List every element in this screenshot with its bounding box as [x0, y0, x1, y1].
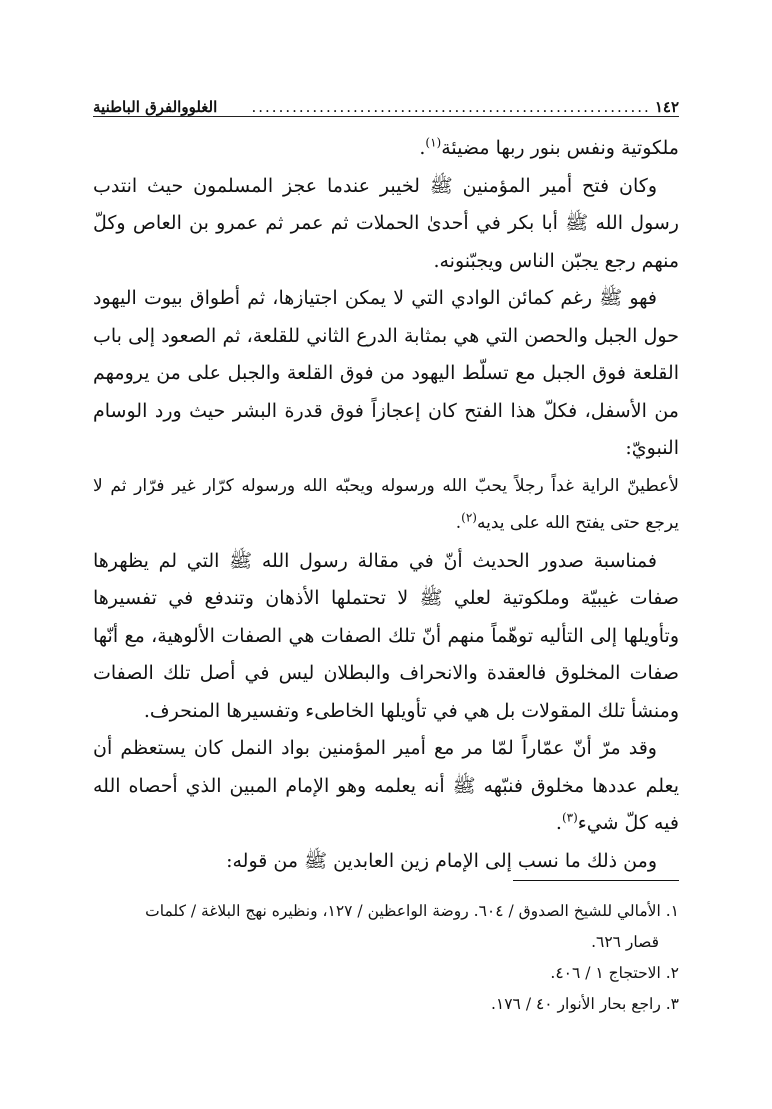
paragraph-6: ومن ذلك ما نسب إلى الإمام زين العابدين ﷺ من قوله: [226, 849, 657, 872]
footnote-3: ٣. راجع بحار الأنوار ٤٠ / ١٧٦. [490, 995, 679, 1013]
footnote-ref-2[interactable]: (٢) [461, 510, 477, 525]
footnote-1-continued: قصار ٦٢٦. [591, 933, 659, 951]
page-number: ١٤٢ [654, 98, 679, 116]
running-header [93, 92, 679, 117]
paragraph-3: فهو ﷺ رغم كمائن الوادي التي لا يمكن اجتيازها، ثم أطواق بيوت اليهود حول الجبل والحصن التي هي بمثابة الدرع الثاني للقلعة، ثم الصعود إلى باب القلعة فوق الجبل مع تسلّط اليهود من فوق القلعة والجبل على من يرومهم من الأسفل، فكلّ هذا الفتح كان إعجازاً فوق قدرة البشر حيث ورد الوسام النبويّ: [93, 287, 679, 459]
paragraph-2: وكان فتح أمير المؤمنين ﷺ لخيبر عندما عجز المسلمون حيث انتدب رسول الله ﷺ أبا بكر في أحدىٰ الحملات ثم عمر ثم عمرو بن العاص وكلّ منهم رجع يجبّن الناس ويجبّنونه. [93, 174, 679, 272]
footnote-ref-1[interactable]: (١) [425, 135, 442, 150]
paragraph-1: ملكوتية ونفس بنور ربها مضيئة$^{(١)}$. [419, 135, 679, 159]
footnote-2: ٢. الاحتجاج ١ / ٤٠٦. [550, 964, 679, 982]
paragraph-4: فمناسبة صدور الحديث أنّ في مقالة رسول الله ﷺ التي لم يظهرها صفات غيبيّة وملكوتية لعلي ﷺ لا تحتملها الأذهان وتندفع في تفسيرها وتأويلها إلى التأليه توهّماً منهم أنّ تلك الصفات هي الصفات الألوهية، مع أنّها صفات المخلوق فالعقدة والانحراف والبطلان ليس في أصل تلك الصفات ومنشأ تلك المقولات بل هي في تأويلها الخاطىء وتفسيرها المنحرف. [93, 549, 679, 722]
hadith-quote: لأعطينّ الراية غداً رجلاً يحبّ الله ورسوله ويحبّه الله ورسوله كرّار غير فرّار ثم لا يرجع حتى يفتح الله على يديه$^{(٢)}$. [93, 475, 679, 533]
paragraph-5: وقد مرّ أنّ عمّاراً لمّا مر مع أمير المؤمنين بواد النمل كان يستعظم أن يعلم عددها مخلوق فنبّهه ﷺ أنه يعلمه وهو الإمام المبين الذي أحصاه الله فيه كلّ شيء$^{(٣)}$. [93, 737, 679, 834]
footnotes [93, 896, 679, 1020]
main-text [93, 130, 679, 880]
footnote-divider [513, 880, 679, 881]
footnote-1: ١. الأمالي للشيخ الصدوق / ٦٠٤. روضة الواعظين / ١٢٧، ونظيره نهج البلاغة / كلمات [145, 902, 679, 920]
footnote-ref-3[interactable]: (٣) [561, 810, 578, 825]
chapter-title: الغلووالفرق الباطنية [93, 98, 218, 116]
header-leader-dots: ........................................................... [251, 98, 651, 116]
